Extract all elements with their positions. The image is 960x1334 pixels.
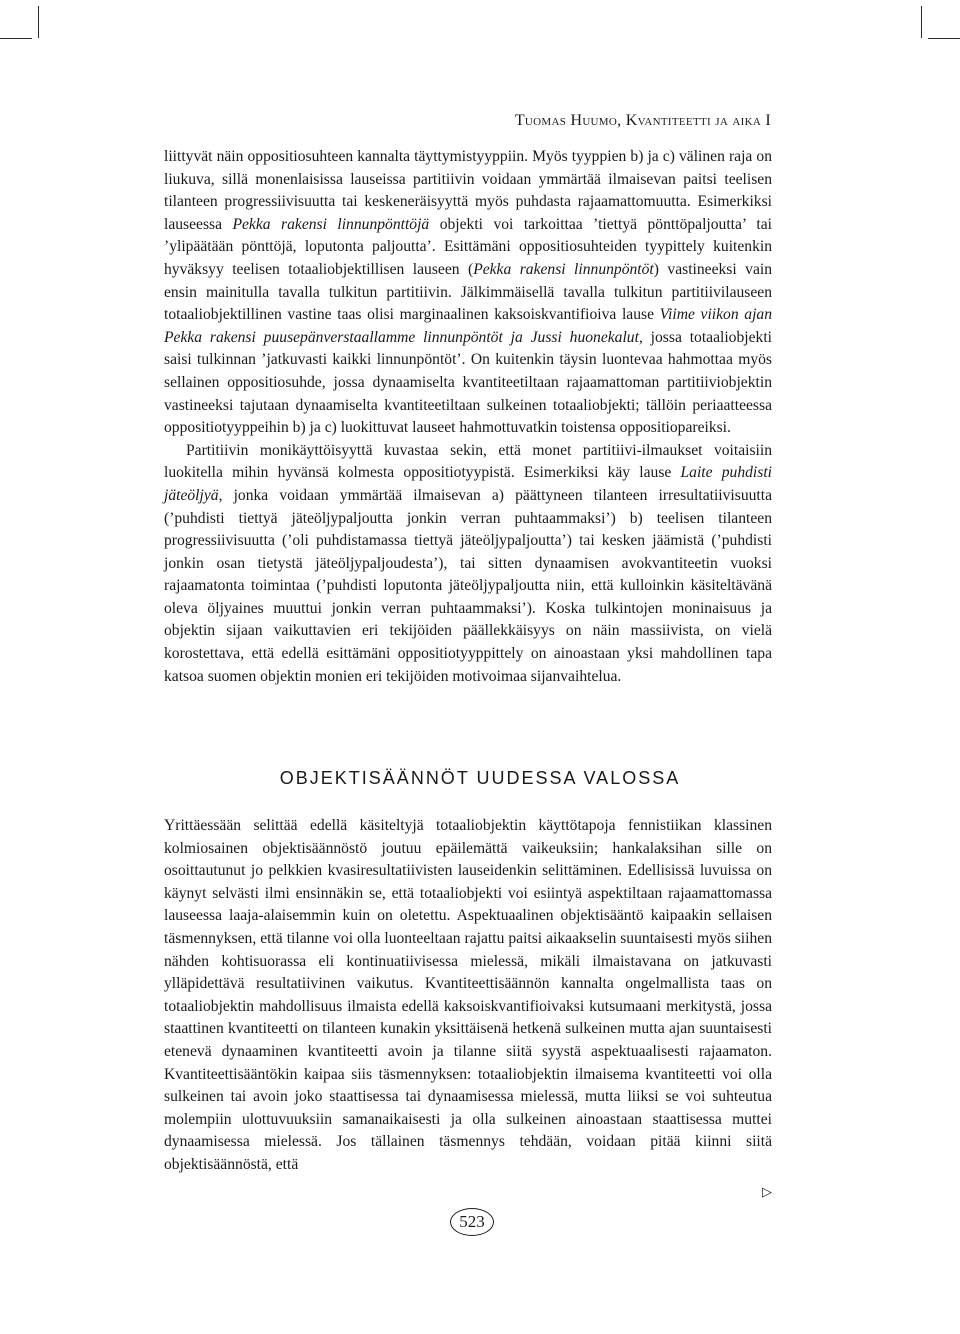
- body-text-lower: [164, 815, 772, 1177]
- paragraph-1: liittyvät näin oppositiosuhteen kannalta täyttymistyyppiin. Myös tyyppien b) ja c) välinen raja on liukuva, sillä monenlaisissa lauseissa partitiivin voidaan ymmärtää ilmaisevan paitsi teelisen tilanteen progressiivisuutta tai keskeneräisyyttä myös puhdasta rajaamattomuutta. Esimerkiksi lauseessa Pekka rakensi linnunpönttöjä objekti voi tarkoittaa ’tiettyä pönttöpaljoutta’ tai ’ylipäätään pönttöjä, loputonta paljoutta’. Esittämäni oppositiosuhteiden tyypittely kuitenkin hyväksyy teelisen totaaliobjektillisen lauseen (Pekka rakensi linnunpöntöt) vastineeksi vain ensin mainitulla tavalla tulkitun partitiivin. Jälkimmäisellä tavalla tulkitun partitiivilauseen totaaliobjektillinen vastine taas olisi marginaalinen kaksoiskvantifioiva lause Viime viikon ajan Pekka rakensi puusepänverstaallamme linnunpöntöt ja Jussi huonekalut, jossa totaaliobjekti saisi tulkinnan ’jatkuvasti kaikki linnunpöntöt’. On kuitenkin täysin luontevaa hahmottaa myös sellainen oppositiosuhde, jossa dynaamiselta kvantiteetiltaan rajaamattoman partitiiviobjektin vastineeksi tajutaan dynaamiselta kvantiteetiltaan sulkeinen totaaliobjekti; tällöin periaatteessa oppositiotyyppeihin b) ja c) luokittuvat lauseet hahmottuvatkin toistensa oppositiopareiksi.: [164, 148, 773, 437]
- section-heading: OBJEKTISÄÄNNÖT UUDESSA VALOSSA: [279, 768, 681, 788]
- body-text-upper: [164, 146, 772, 688]
- continuation-arrow-icon: ▷: [762, 1184, 772, 1199]
- crop-mark-top-right-v: [921, 6, 922, 38]
- crop-mark-top-left-v: [38, 6, 39, 38]
- crop-mark-top-right-h: [928, 38, 960, 39]
- crop-mark-top-left-h: [0, 38, 32, 39]
- running-head: Tuomas Huumo, Kvantiteetti ja aika I: [514, 112, 771, 129]
- paragraph-2: Partitiivin monikäyttöisyyttä kuvastaa sekin, että monet partitiivi-ilmaukset voitaisiin luokitella mihin hyvänsä kolmesta oppositiotyypistä. Esimerkiksi käy lause Laite puhdisti jäteöljyä, jonka voidaan ymmärtää ilmaisevan a) päättyneen tilanteen irresultatiivisuutta (’puhdisti tiettyä jäteöljypaljoutta jonkin verran puhtaammaksi’) b) teelisen tilanteen progressiivisuutta (’oli puhdistamassa tiettyä jäteöljypaljoutta’) tai kesken jäämistä (’puhdisti jonkin osan tietystä jäteöljypaljoudesta’), tai sitten dynaamisen avokvantiteetin vuoksi rajaamatonta toimintaa (’puhdisti loputonta jäteöljypaljoutta niin, että kulloinkin käsiteltävänä oleva öljyaines muuttui jonkin verran puhtaammaksi’). Koska tulkintojen moninaisuus ja objektin sijaan vaikuttavien eri tekijöiden päällekkäisyys on näin massiivista, on vielä korostettava, että edellä esittämäni oppositiotyyppittely on ainoastaan yksi mahdollinen tapa katsoa suomen objektin monien eri tekijöiden motivoimaa sijanvaihtelua.: [164, 441, 772, 685]
- paragraph-3: Yrittäessään selittää edellä käsiteltyjä totaaliobjektin käyttötapoja fennistiikan klassinen kolmiosainen objektisäännöstö joutuu epäilemättä vaikeuksiin; hankalaksihan sille on osoittautunut jo pelkkien kvasiresultatiivisten lauseidenkin selittäminen. Edellisissä luvuissa on käynyt selvästi ilmi ensinnäkin se, että totaaliobjekti voi esiintyä aspektiltaan rajaamattomassa lauseessa laaja-alaisemmin kuin on oletettu. Aspektuaalinen objektisääntö kaipaakin sellaisen täsmennyksen, että tilanne voi olla luonteeltaan rajattu paitsi aikaakselin suuntaisesti myös siihen nähden kohtisuorassa eli kontinuatiivisessa mielessä, mikäli ilmaistavana on jatkuvasti ylläpidettävä resultatiivinen vaikutus. Kvantiteettisäännön kannalta ongelmallista taas on totaaliobjektin mahdollisuus ilmaista edellä kaksoiskvantifioivaksi kutsumaani merkitystä, jossa staattinen kvantiteetti on tilanteen kunakin yksittäisenä hetkenä sulkeinen mutta ajan suuntaisesti etenevä dynaaminen kvantiteetti avoin ja tilanne siitä syystä aspektuaalisesti rajaamaton. Kvantiteettisääntökin kaipaa siis täsmennyksen: totaaliobjektin ilmaisema kvantiteetti voi olla sulkeinen tai avoin joko staattisessa tai dynaamisessa mielessä, mutta liiksi se voi suhteutua molempiin ulottuvuuksiin samanaikaisesti ja olla sulkeinen ainoastaan staattisessa muttei dynaamisessa mielessä. Jos tällainen täsmennys tehdään, voidaan pitää kiinni siitä objektisäännöstä, että: [164, 817, 772, 1173]
- page-number: 523: [450, 1208, 494, 1236]
